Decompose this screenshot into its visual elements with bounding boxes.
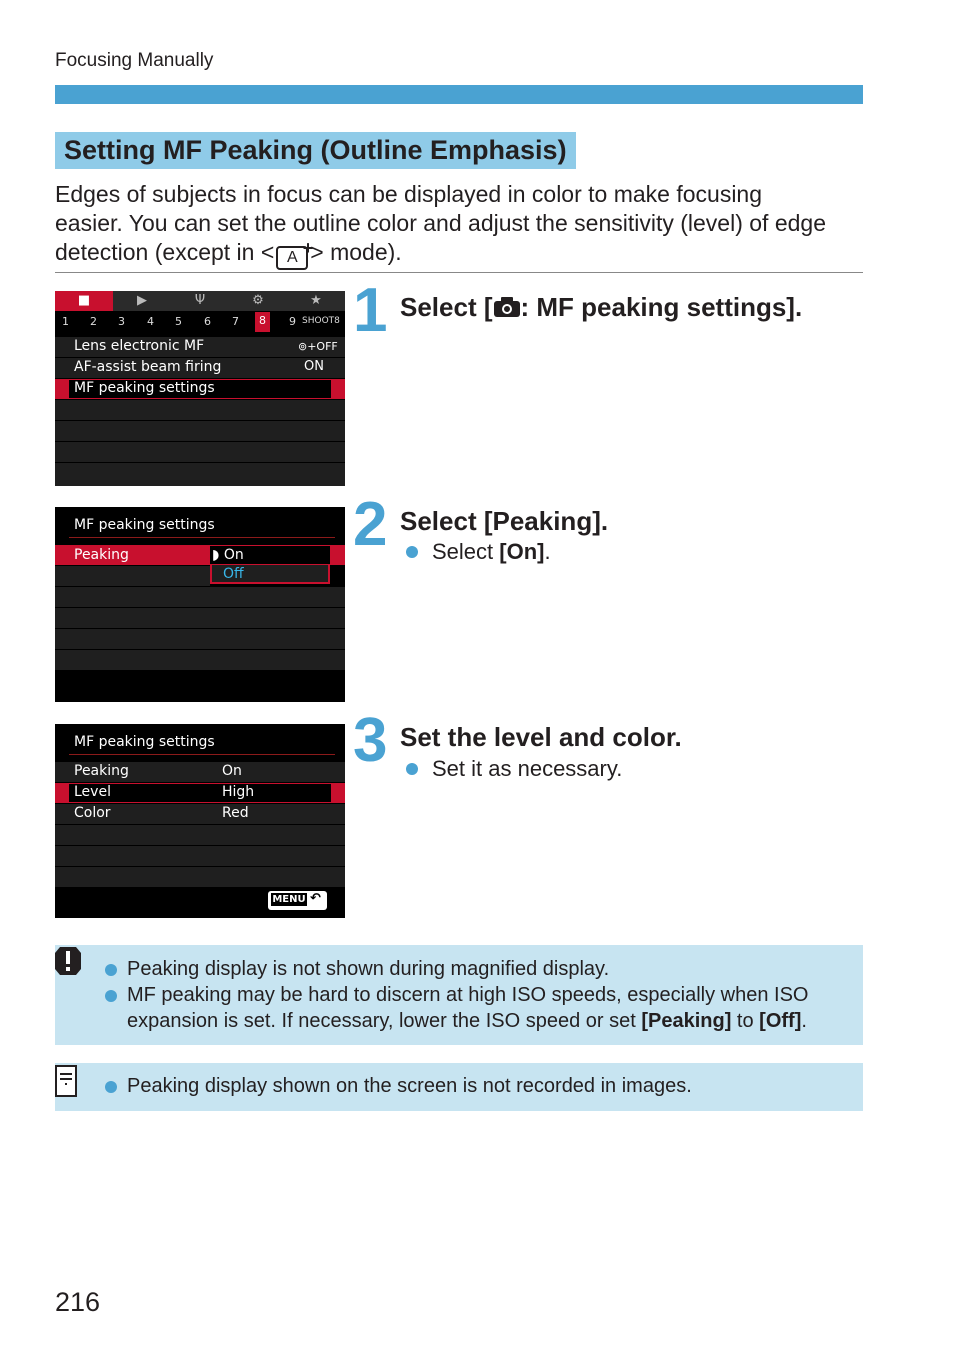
option-off[interactable]: Off: [223, 566, 244, 582]
peaking-row[interactable]: [55, 762, 345, 783]
row-label: Lens electronic MF: [74, 338, 205, 354]
caution-icon: [55, 947, 81, 975]
header-bar: [55, 85, 863, 104]
page-num[interactable]: 6: [204, 315, 211, 328]
peaking-row[interactable]: [55, 545, 345, 566]
page-num[interactable]: 7: [232, 315, 239, 328]
step-3-title: Set the level and color.: [400, 722, 682, 752]
menu-row-selected[interactable]: [55, 379, 345, 400]
row-value: ⊚+OFF: [298, 340, 338, 353]
menu-page-numbers: [55, 311, 345, 333]
menu-row: [55, 587, 345, 608]
menu-row: [55, 442, 345, 463]
menu-row: [55, 825, 345, 846]
page-num[interactable]: 1: [62, 315, 69, 328]
color-row[interactable]: [55, 804, 345, 825]
step-2-number: 2: [353, 490, 388, 559]
menu-row: [55, 566, 210, 587]
custom-icon[interactable]: ⚙: [252, 293, 264, 308]
camera-icon[interactable]: ■: [55, 291, 113, 311]
menu-row: [55, 463, 345, 486]
camera-screen-2: [55, 507, 345, 702]
wrench-icon[interactable]: Ψ: [194, 293, 206, 308]
back-icon: ↶: [310, 891, 321, 906]
intro-line-3-end: > mode).: [310, 239, 402, 265]
screen-title: MF peaking settings: [74, 517, 215, 533]
running-header: Focusing Manually: [55, 50, 214, 71]
page-label: SHOOT8: [302, 316, 340, 326]
page-num-active[interactable]: 8: [255, 312, 270, 332]
camera-icon: [493, 296, 521, 318]
bullet-icon: [105, 990, 117, 1002]
step-3-bullet: Set it as necessary.: [406, 756, 622, 782]
bullet-icon: [406, 763, 418, 775]
star-icon[interactable]: ★: [310, 293, 322, 308]
option-off-box[interactable]: [210, 565, 330, 584]
memo-icon: [55, 1065, 77, 1097]
row-label: Peaking: [74, 763, 129, 779]
row-value: High: [222, 784, 255, 800]
step-1-number: 1: [353, 276, 388, 345]
page-num[interactable]: 2: [90, 315, 97, 328]
row-label: Color: [74, 805, 111, 821]
step-2-title: Select [Peaking].: [400, 506, 609, 536]
page-num[interactable]: 4: [147, 315, 154, 328]
row-value: Red: [222, 805, 249, 821]
section-title: Setting MF Peaking (Outline Emphasis): [55, 132, 576, 169]
row-value: ON: [304, 359, 324, 374]
page-num[interactable]: 9: [289, 315, 296, 328]
intro-line-2: easier. You can set the outline color and adjust the sensitivity (level) of edge: [55, 210, 826, 236]
page-num[interactable]: 5: [175, 315, 182, 328]
intro-line-3-start: detection (except in <: [55, 239, 275, 265]
row-label: Peaking: [74, 547, 129, 563]
row-label: Level: [74, 784, 111, 800]
camera-screen-3: [55, 724, 345, 918]
menu-row: [55, 846, 345, 867]
step-3-number: 3: [353, 706, 388, 775]
menu-row: [55, 608, 345, 629]
menu-row[interactable]: [55, 337, 345, 358]
level-row[interactable]: [55, 783, 345, 804]
page-num[interactable]: 3: [118, 315, 125, 328]
page-number: 216: [55, 1287, 101, 1317]
divider: [55, 272, 863, 273]
memo-item-1: Peaking display shown on the screen is not recorded in images.: [127, 1074, 692, 1100]
menu-row: [55, 400, 345, 421]
menu-row: [55, 421, 345, 442]
menu-row: [55, 650, 345, 671]
camera-screen-1: [55, 291, 345, 486]
screen-title: MF peaking settings: [74, 734, 215, 750]
play-icon[interactable]: ▶: [137, 293, 147, 308]
caution-note: [55, 945, 863, 1045]
bullet-icon: [406, 546, 418, 558]
row-value: On: [222, 763, 242, 779]
scene-intelligent-auto-icon: A +: [276, 246, 308, 270]
row-label: MF peaking settings: [74, 380, 215, 396]
menu-back-button[interactable]: [268, 891, 327, 910]
caution-item-2: MF peaking may be hard to discern at high ISO speeds, especially when ISO expansion is set. If necessary, lower the ISO speed or set [Peaking] to [Off].: [127, 983, 808, 1034]
menu-tabs: [55, 291, 345, 311]
menu-row[interactable]: [55, 358, 345, 379]
bullet-icon: [105, 964, 117, 976]
step-1-title: Select [ : MF peaking settings].: [400, 292, 803, 322]
bullet-icon: [105, 1081, 117, 1093]
intro-line-1: Edges of subjects in focus can be displayed in color to make focusing: [55, 181, 763, 207]
option-on[interactable]: ◗ On: [212, 547, 244, 563]
intro-paragraph: [55, 180, 870, 270]
memo-note: [55, 1063, 863, 1111]
step-2-bullet: Select [On].: [406, 539, 551, 565]
row-label: AF-assist beam firing: [74, 359, 222, 375]
menu-row: [55, 867, 345, 888]
menu-row: [55, 629, 345, 650]
caution-item-1: Peaking display is not shown during magnified display.: [127, 957, 609, 983]
menu-label: MENU: [272, 894, 306, 905]
